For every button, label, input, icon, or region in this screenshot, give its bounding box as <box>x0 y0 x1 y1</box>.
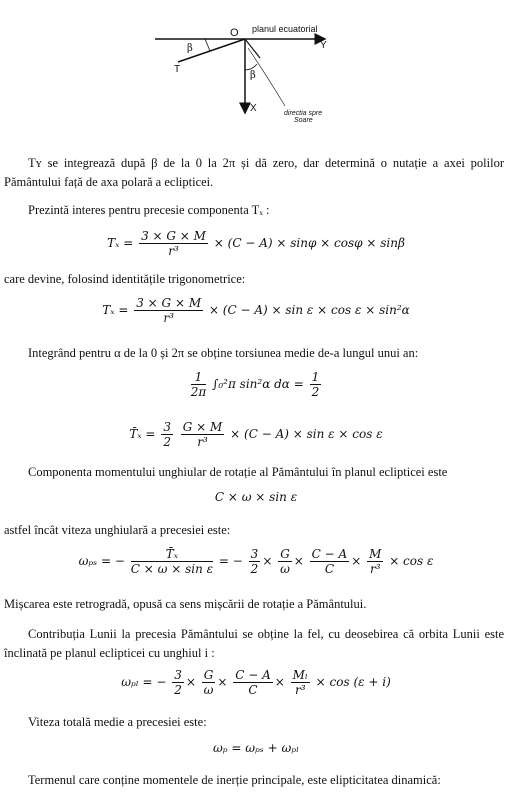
figure-label-y: Y <box>320 40 327 51</box>
equation-5: C × ω × sin ε <box>214 490 298 504</box>
figure-label-beta1: β <box>187 43 193 54</box>
equation-6: ωₚₛ = − $\frac{\text{T̄ₓ}}{\text{C × ω × sin ε}}$ = − $\frac{3}{2}$ × $\frac{G}{\omega}$ × $\frac{C - A}{C}$ × $\frac{M}{\text{r³}}$ × cos ε <box>78 547 434 576</box>
paragraph-4: Integrând pentru α de la 0 și 2π se obține torsiunea medie de-a lungul unui an: <box>28 346 419 360</box>
equation-3: $\frac{1}{2\pi}$ ∫₀²π sin²α dα = $\frac{1}{2}$ <box>190 370 320 399</box>
equation-8: ωₚ = ωₚₛ + ωₚₗ <box>212 741 300 755</box>
equation-4: T̄ₓ = $\frac{3}{2}$ $\frac{G \times M}{\text{r³}}$ × (C − A) × sin ε × cos ε <box>129 420 383 449</box>
beta-arc-1 <box>205 39 210 51</box>
paragraph-8: Contribuția Lunii la precesia Pământului se obține la fel, cu deosebirea că orbita Lunii este înclinată pe planul eclipticei cu unghiul i : <box>4 627 504 660</box>
paragraph-10: Termenul care conține momentele de inerție principale, este elipticitatea dinamică: <box>28 773 441 787</box>
paragraph-2: Prezintă interes pentru precesie componenta Tₓ : <box>28 203 270 217</box>
precession-diagram <box>150 18 380 128</box>
figure-label-sun-1: directia spre <box>284 110 323 117</box>
figure-label-beta2: β <box>250 70 256 81</box>
paragraph-7: Mișcarea este retrogradă, opusă ca sens mișcării de rotație a Pământului. <box>4 597 367 611</box>
figure-label-t: T <box>174 64 181 75</box>
paragraph-5: Componenta momentului unghiular de rotație al Pământului în planul eclipticei este <box>28 465 448 479</box>
paragraph-1: Tʏ se integrează după β de la 0 la 2π și dă zero, dar determină o nutație a axei polilor Pământului față de axa polară a eclipticei. <box>4 156 504 189</box>
equation-1: Tₓ = $\frac{3 \times G \times M}{\text{r³}}$ × (C − A) × sinφ × cosφ × sinβ <box>107 229 405 258</box>
equation-7: ωₚₗ = − $\frac{3}{2}$ × $\frac{G}{\omega}$ × $\frac{C - A}{C}$ × $\frac{\text{Mₗ}}{\text{r³}}$ × cos (ε + i) <box>121 668 391 697</box>
paragraph-3: care devine, folosind identitățile trigonometrice: <box>4 272 246 286</box>
figure-label-x: X <box>250 103 257 114</box>
figure-label-sun-2: Soare <box>294 117 313 124</box>
paragraph-6: astfel încât viteza unghiulară a precesiei este: <box>4 523 231 537</box>
equation-2: Tₓ = $\frac{3 \times G \times M}{\text{r³}}$ × (C − A) × sin ε × cos ε × sin²α <box>102 296 410 325</box>
figure-label-plane: planul ecuatorial <box>252 24 318 34</box>
figure-label-o: O <box>230 27 239 39</box>
paragraph-9: Viteza totală medie a precesiei este: <box>28 715 207 729</box>
